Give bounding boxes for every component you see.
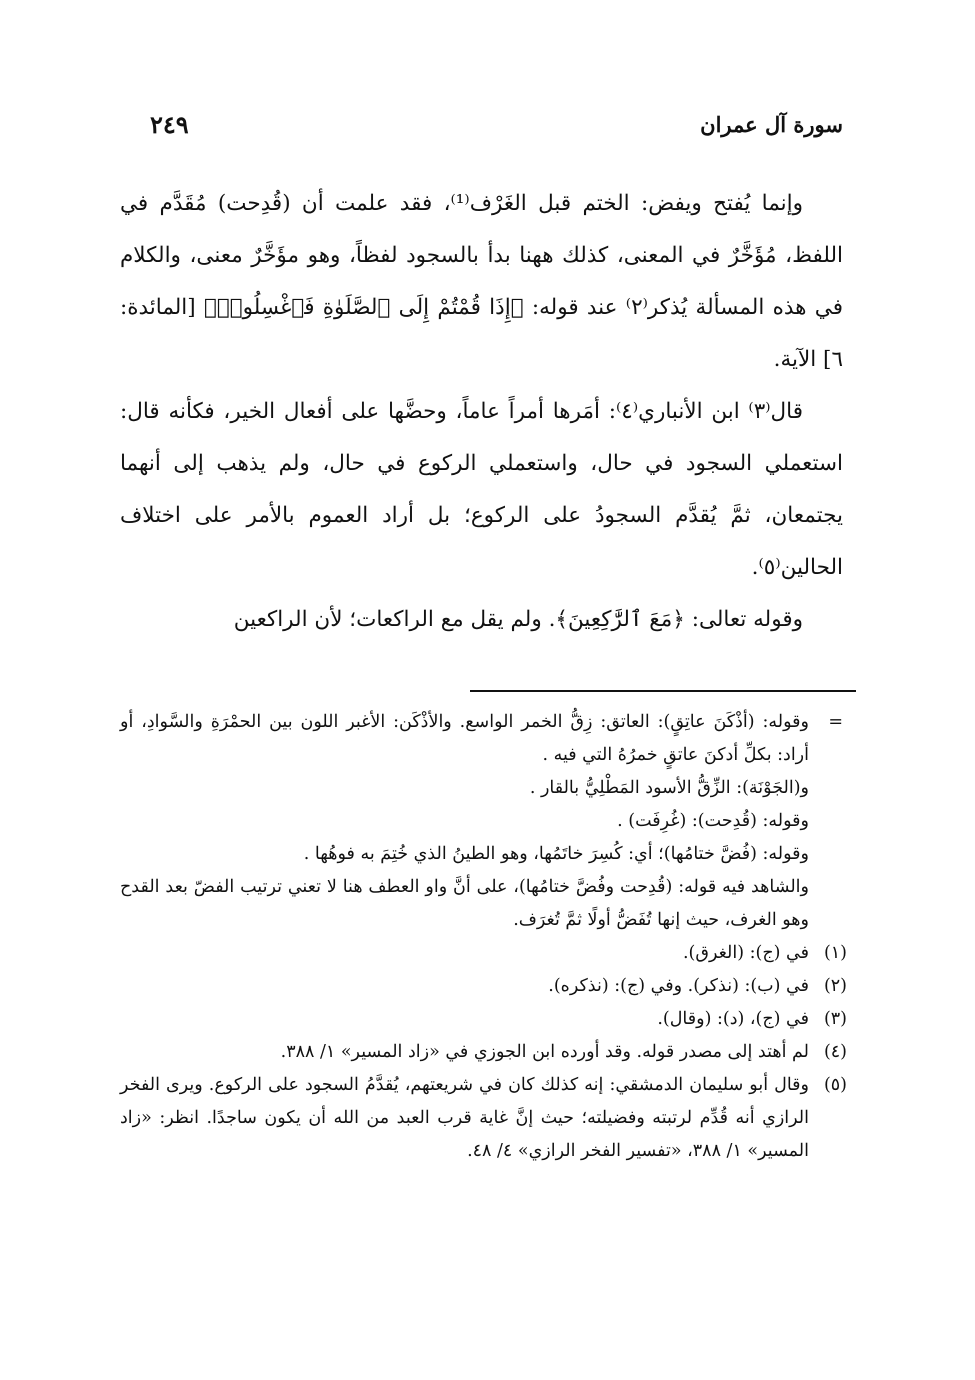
footnote-5 — [120, 1069, 847, 1168]
main-text — [120, 178, 843, 646]
main-paragraph-1: وإنما يُفتح ويفض: الختم قبل الغَرْف⁽¹⁾، فقد علمت أن (قُدِحت) مُقَدَّم في اللفظ، مُؤَخَّرٌ في المعنى، كذلك ههنا بدأ بالسجود لفظاً، وهو مؤَخَّرٌ معنى، والكلام في هذه المسألة يُذكر⁽٢⁾ عند قوله: ﴿إِذَا قُمْتُمْ إِلَى ٱلصَّلَوٰةِ فَٱغْسِلُوا۟﴾ [المائدة: ٦] الآية. — [120, 191, 843, 372]
continuation-text-3: وقوله: (قُدِحت): (غُرِفَت) . — [617, 811, 809, 831]
footnote-number: (٥) — [823, 1075, 847, 1095]
footnote-text: في (ج): (الغرق). — [682, 943, 809, 963]
footnote-4 — [120, 1036, 847, 1069]
page-number: ٢٤٩ — [150, 110, 189, 139]
main-paragraph-3: وقوله تعالى: ﴿مَعَ ٱلرَّٰكِعِينَ﴾. ولم يقل مع الراكعات؛ لأن الراكعين — [233, 607, 803, 632]
page-header — [130, 112, 843, 152]
footnote-divider — [470, 690, 856, 692]
continuation-text-1: وقوله: (أذْكَنَ عاتِقٍ): العاتق: زِقُّ الخمر الواسع. والأذْكَن: الأغبر اللون بين الحمْرَةِ والسَّوادِ، أو أراد: بكلِّ أدكنَ عاتقٍ خمرُهُ التي فيه . — [120, 712, 809, 765]
footnote-continuation-line — [120, 706, 847, 772]
continuation-text-5: والشاهد فيه قوله: (قُدِحت وفُضَّ ختامُها)، على أنَّ واو العطف هنا لا تعني ترتيب الفضّ بعد القدح وهو الغرف، حيث إنها تُفَضُّ أولًا ثمَّ تُغرَف. — [120, 877, 809, 930]
footnote-text: في (ب): (نذكر). وفي (ج): (نذكره). — [548, 976, 809, 996]
footnote-continuation-line — [120, 805, 847, 838]
continuation-text-2: و(الجَوْنَة): الزِّقُّ الأسود المَطْلِيُّ بالقار . — [529, 778, 809, 798]
footnote-number: (٤) — [823, 1042, 847, 1062]
footnotes-section — [120, 706, 847, 1168]
surah-title: سورة آل عمران — [700, 112, 843, 137]
footnote-continuation-line — [120, 871, 847, 937]
main-paragraph-2: قال⁽٣⁾ ابن الأنباري⁽٤⁾: أمَرها أمراً عاماً، وحضَّها على أفعال الخير، فكأنه قال: استعملي السجود في حال، واستعملي الركوع في حال، ولم يذهب إلى أنهما يجتمعان، ثمَّ يُقدَّم السجودُ على الركوع؛ بل أراد العموم بالأمر على اختلاف الحالين⁽٥⁾. — [120, 399, 843, 580]
footnote-number: (١) — [823, 943, 847, 963]
footnote-3 — [120, 1003, 847, 1036]
footnote-number: (٢) — [823, 976, 847, 996]
continuation-mark: = — [828, 712, 843, 732]
footnote-1 — [120, 937, 847, 970]
footnote-text: لم أهتد إلى مصدر قوله. وقد أورده ابن الجوزي في «زاد المسير» ١/ ٣٨٨. — [280, 1042, 809, 1062]
footnote-text: وقال أبو سليمان الدمشقي: إنه كذلك كان في شريعتهم، يُقدَّمُ السجود على الركوع. ويرى الفخر الرازي أنه قُدِّم لرتبته وفضيلته؛ حيث إنَّ غاية قرب العبد من الله أن يكون ساجدًا. انظر: «زاد المسير» ١/ ٣٨٨، «تفسير الفخر الرازي» ٤/ ٤٨. — [120, 1075, 809, 1161]
footnote-text: في (ج)، (د): (وقال). — [657, 1009, 809, 1029]
footnote-continuation-line — [120, 838, 847, 871]
footnote-number: (٣) — [823, 1009, 847, 1029]
footnote-continuation-line — [120, 772, 847, 805]
footnote-2 — [120, 970, 847, 1003]
continuation-text-4: وقوله: (فُضَّ ختامُها)؛ أي: كُسِرَ خاتَمُها، وهو الطينُ الذي خُتِمَ به فوهُها . — [303, 844, 809, 864]
